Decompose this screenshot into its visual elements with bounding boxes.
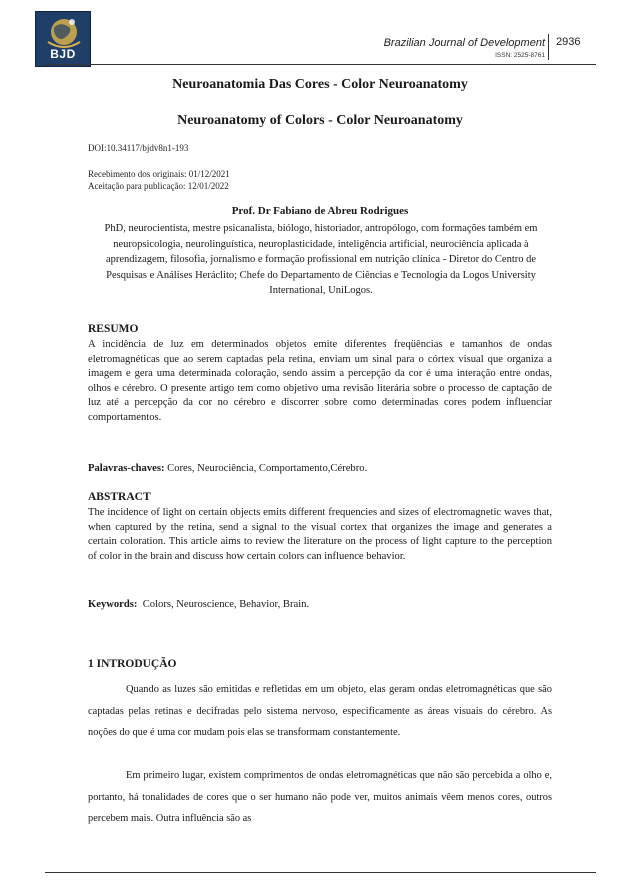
doi: DOI:10.34117/bjdv8n1-193	[88, 143, 189, 153]
author-name: Prof. Dr Fabiano de Abreu Rodrigues	[231, 205, 409, 217]
palavras-chaves-values: Cores, Neurociência, Comportamento,Cérebro.	[167, 463, 368, 474]
resumo-text: A incidência de luz em determinados objetos emite diferentes freqüências e tamanhos de ondas eletromagnéticas que ao serem captadas pela retina, enviam um sinal para o córtex visual que organiza a imagem e gera uma determinada coloração, sendo assim a percepção da cor é uma interação entre ondas, olhos e cérebro. O presente artigo tem como objetivo uma revisão literária sobre o processo de captação de luz até a percepção da cor no cérebro e discorrer sobre como determinadas cores podem influenciar comportamentos.	[88, 339, 552, 423]
issn: ISSN: 2525-8761	[495, 52, 545, 59]
palavras-chaves	[88, 463, 367, 474]
author-affiliation: PhD, neurocientista, mestre psicanalista, biólogo, historiador, antropólogo, com formações também em neuropsicologia, neurolinguística, neuroplasticidade, inteligência artificial, neurociência aplicada à aprendizagem, filosofia, jornalismo e formação profissional em nutrição clínica - Diretor do Centro de Pesquisas e Análises Heráclito; Chefe do Departamento de Ciências e Tecnologia da Logos University International, UniLogos.	[104, 223, 538, 296]
introduction-heading: 1 INTRODUÇÃO	[88, 658, 177, 670]
abstract-heading: ABSTRACT	[88, 491, 151, 503]
keywords-values: Colors, Neuroscience, Behavior, Brain.	[142, 599, 310, 610]
received-date: Recebimento dos originais: 01/12/2021	[88, 169, 230, 179]
title-portuguese: Neuroanatomia Das Cores - Color Neuroanatomy	[172, 77, 468, 92]
accepted-date: Aceitação para publicação: 12/01/2022	[88, 181, 229, 191]
resumo-heading: RESUMO	[88, 323, 139, 335]
journal-name: Brazilian Journal of Development	[383, 37, 545, 49]
header-separator	[548, 34, 549, 60]
footer-rule	[45, 872, 596, 873]
keywords	[88, 599, 309, 610]
header-rule	[45, 64, 596, 65]
palavras-chaves-label: Palavras-chaves:	[88, 463, 165, 474]
keywords-label: Keywords:	[88, 599, 138, 610]
introduction-paragraph-2: Em primeiro lugar, existem comprimentos de ondas eletromagnéticas que não são percebida a olho e, portanto, há tonalidades de cores que o ser humano não pode ver, muitos animais vêem menos cores, outros percebem mais. Outra influência são as	[88, 770, 552, 824]
journal-logo	[35, 11, 91, 67]
page-number: 2936	[556, 36, 581, 48]
logo-text: BJD	[50, 47, 76, 61]
title-english: Neuroanatomy of Colors - Color Neuroanatomy	[177, 113, 463, 128]
abstract-text: The incidence of light on certain objects emits different frequencies and sizes of electromagnetic waves that, when captured by the retina, send a signal to the visual cortex that organizes the image and generates a certain coloration. This article aims to review the literature on the process of light capture to the perception of color in the brain and discuss how certain colors can influence behavior.	[88, 507, 552, 562]
introduction-paragraph-1: Quando as luzes são emitidas e refletidas em um objeto, elas geram ondas eletromagnéticas que são captadas pelas retinas e decifradas pelo sistema nervoso, especificamente as áreas visuais do cérebro. As noções do que é uma cor mudam pois elas se transformam constantemente.	[88, 684, 552, 738]
